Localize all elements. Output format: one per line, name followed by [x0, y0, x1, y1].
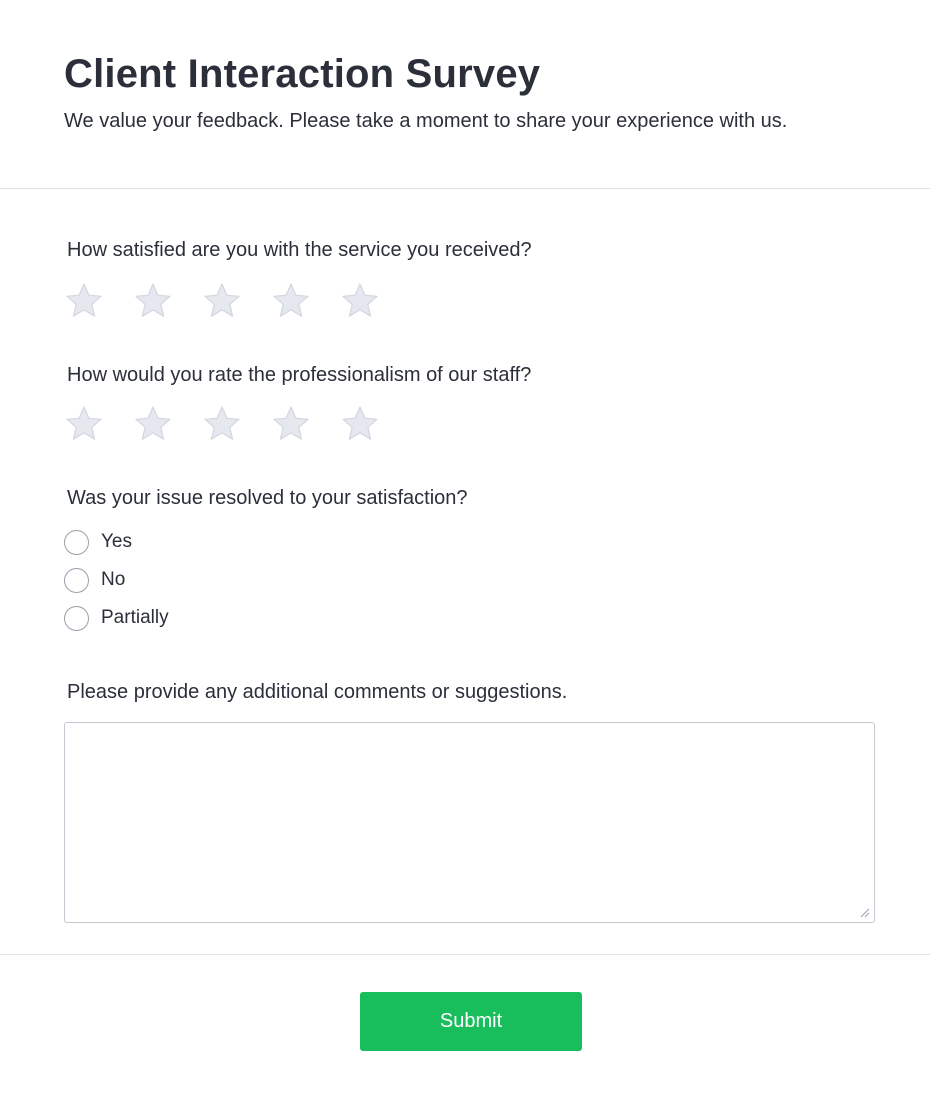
submit-button[interactable]: Submit	[360, 992, 582, 1051]
professionalism-star-2[interactable]	[133, 404, 173, 444]
satisfaction-star-4[interactable]	[271, 281, 311, 321]
resolved-option-yes[interactable]	[64, 529, 132, 555]
star-icon	[133, 281, 173, 321]
radio-label: No	[101, 569, 126, 590]
resolved-option-no[interactable]	[64, 567, 125, 593]
page-subtitle: We value your feedback. Please take a moment to share your experience with us.	[64, 110, 788, 132]
radio-button[interactable]	[64, 606, 89, 631]
satisfaction-star-rating	[64, 281, 409, 321]
page-title: Client Interaction Survey	[64, 52, 541, 96]
resize-grip-icon[interactable]	[858, 906, 870, 918]
star-icon	[271, 404, 311, 444]
question-comments-label: Please provide any additional comments or suggestions.	[67, 681, 568, 703]
radio-label: Partially	[101, 607, 169, 628]
satisfaction-star-1[interactable]	[64, 281, 104, 321]
star-icon	[340, 281, 380, 321]
star-icon	[340, 404, 380, 444]
radio-label: Yes	[101, 531, 132, 552]
star-icon	[271, 281, 311, 321]
question-professionalism-label: How would you rate the professionalism of our staff?	[67, 364, 532, 386]
star-icon	[202, 404, 242, 444]
resolved-option-partially[interactable]	[64, 605, 169, 631]
star-icon	[133, 404, 173, 444]
question-satisfaction-label: How satisfied are you with the service you received?	[67, 239, 532, 261]
radio-button[interactable]	[64, 568, 89, 593]
satisfaction-star-3[interactable]	[202, 281, 242, 321]
star-icon	[64, 281, 104, 321]
star-icon	[202, 281, 242, 321]
star-icon	[64, 404, 104, 444]
professionalism-star-5[interactable]	[340, 404, 380, 444]
radio-button[interactable]	[64, 530, 89, 555]
satisfaction-star-5[interactable]	[340, 281, 380, 321]
professionalism-star-1[interactable]	[64, 404, 104, 444]
professionalism-star-4[interactable]	[271, 404, 311, 444]
comments-textarea[interactable]	[64, 722, 875, 923]
survey-header	[0, 0, 930, 189]
satisfaction-star-2[interactable]	[133, 281, 173, 321]
professionalism-star-3[interactable]	[202, 404, 242, 444]
professionalism-star-rating	[64, 404, 409, 444]
question-resolved-label: Was your issue resolved to your satisfaction?	[67, 487, 468, 509]
